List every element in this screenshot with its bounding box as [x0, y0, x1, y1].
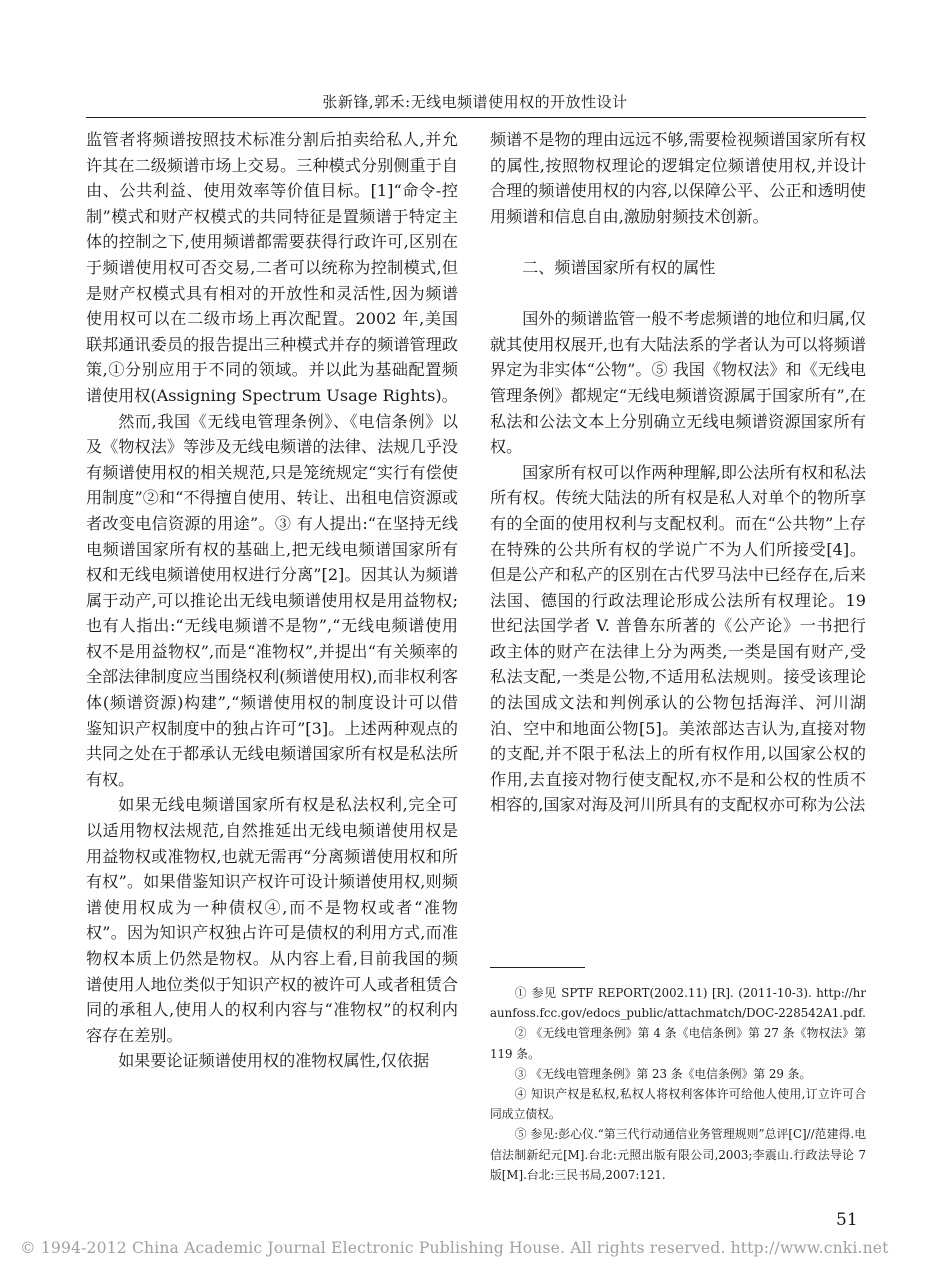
right-paragraph-3: 国家所有权可以作两种理解,即公法所有权和私法所有权。传统大陆法的所有权是私人对单个的物所享有的全面的使用权利与支配权利。而在“公共物”上存在特殊的公共所有权的学说广不为人们所接受[4]。但是公产和私产的区别在古代罗马法中已经存在,后来法国、德国的行政法理论形成公法所有权理论。19 世纪法国学者 V. 普鲁东所著的《公产论》一书把行政主体的财产在法律上分为两类,一类是国有财产,受私法支配,一类是公物,不适用私法规则。接受该理论的法国成文法和判例承认的公物包括海洋、河川湖泊、空中和地面公物[5]。美浓部达吉认为,直接对物的支配,并不限于私法上的所有权作用,以国家公权的作用,去直接对物行使支配权,亦不是和公权的性质不相容的,国家对海及河川所具有的支配权亦可称为公法 [490, 462, 866, 815]
footnote-rule [490, 967, 585, 968]
running-title: 张新锋,郭禾:无线电频谱使用权的开放性设计 [322, 93, 628, 111]
footnote-5: ⑤ 参见:彭心仪.“第三代行动通信业务管理规则”总评[C]//范建得.电信法制新纪元[M].台北:元照出版有限公司,2003;李震山.行政法导论 7 版[M].台北:三民书局,2007:121. [490, 1127, 866, 1182]
left-column [86, 127, 458, 1074]
header-rule [86, 117, 866, 118]
left-paragraph-4: 如果要论证频谱使用权的准物权属性,仅依据 [118, 1051, 430, 1071]
footnote-4: ④ 知识产权是私权,私权人将权利客体许可给他人使用,订立许可合同成立债权。 [490, 1087, 866, 1122]
footnote-3: ③ 《无线电管理条例》第 23 条《电信条例》第 29 条。 [514, 1066, 812, 1081]
section-heading: 二、频谱国家所有权的属性 [522, 257, 716, 277]
copyright-notice: © 1994-2012 China Academic Journal Electronic Publishing House. All rights reserved. http://www.cnki.net [20, 1239, 889, 1257]
footnote-1: ① 参见 SPTF REPORT(2002.11) [R]. (2011-10-3). http://hraunfoss.fcc.gov/edocs_public/attachmatch/DOC-228542A1.pdf. [490, 986, 866, 1021]
right-paragraph-2: 国外的频谱监管一般不考虑频谱的地位和归属,仅就其使用权展开,也有大陆法系的学者认为可以将频谱界定为非实体“公物”。⑤ 我国《物权法》和《无线电管理条例》都规定“无线电频谱资源属于国家所有”,在私法和公法文本上分别确立无线电频谱资源国家所有权。 [490, 309, 866, 457]
right-paragraph-1: 频谱不是物的理由远远不够,需要检视频谱国家所有权的属性,按照物权理论的逻辑定位频谱使用权,并设计合理的频谱使用权的内容,以保障公平、公正和透明使用频谱和信息自由,激励射频技术创新。 [490, 130, 866, 226]
footnotes [490, 983, 866, 1185]
footnote-2: ② 《无线电管理条例》第 4 条《电信条例》第 27 条《物权法》第 119 条。 [490, 1026, 866, 1061]
left-paragraph-2: 然而,我国《无线电管理条例》、《电信条例》以及《物权法》等涉及无线电频谱的法律、法规几乎没有频谱使用权的相关规范,只是笼统规定“实行有偿使用制度”②和“不得擅自使用、转让、出租电信资源或者改变电信资源的用途”。③ 有人提出:“在坚持无线电频谱国家所有权的基础上,把无线电频谱国家所有权和无线电频谱使用权进行分离”[2]。因其认为频谱属于动产,可以推论出无线电频谱使用权是用益物权;也有人指出:“无线电频谱不是物”,“无线电频谱使用权不是用益物权”,而是“准物权”,并提出“有关频率的全部法律制度应当围绕权利(频谱使用权),而非权利客体(频谱资源)构建”,“频谱使用权的制度设计可以借鉴知识产权制度中的独占许可”[3]。上述两种观点的共同之处在于都承认无线电频谱国家所有权是私法所有权。 [86, 411, 458, 789]
right-column [490, 127, 866, 818]
left-paragraph-3: 如果无线电频谱国家所有权是私法权利,完全可以适用物权法规范,自然推延出无线电频谱使用权是用益物权或准物权,也就无需再“分离频谱使用权和所有权”。如果借鉴知识产权许可设计频谱使用权,则频谱使用权成为一种债权④,而不是物权或者“准物权”。因为知识产权独占许可是债权的利用方式,而准物权本质上仍然是物权。从内容上看,目前我国的频谱使用人地位类似于知识产权的被许可人或者租赁合同的承租人,使用人的权利内容与“准物权”的权利内容存在差别。 [86, 795, 458, 1045]
page-number: 51 [836, 1210, 858, 1230]
left-paragraph-1: 监管者将频谱按照技术标准分割后拍卖给私人,并允许其在二级频谱市场上交易。三种模式分别侧重于自由、公共利益、使用效率等价值目标。[1]“命令-控制”模式和财产权模式的共同特征是置频谱于特定主体的控制之下,使用频谱都需要获得行政许可,区别在于频谱使用权可否交易,二者可以统称为控制模式,但是财产权模式具有相对的开放性和灵活性,因为频谱使用权可以在二级市场上再次配置。2002 年,美国联邦通讯委员的报告提出三种模式并存的频谱管理政策,①分别应用于不同的领域。并以此为基础配置频谱使用权(Assigning Spectrum Usage Rights)。 [86, 130, 458, 405]
